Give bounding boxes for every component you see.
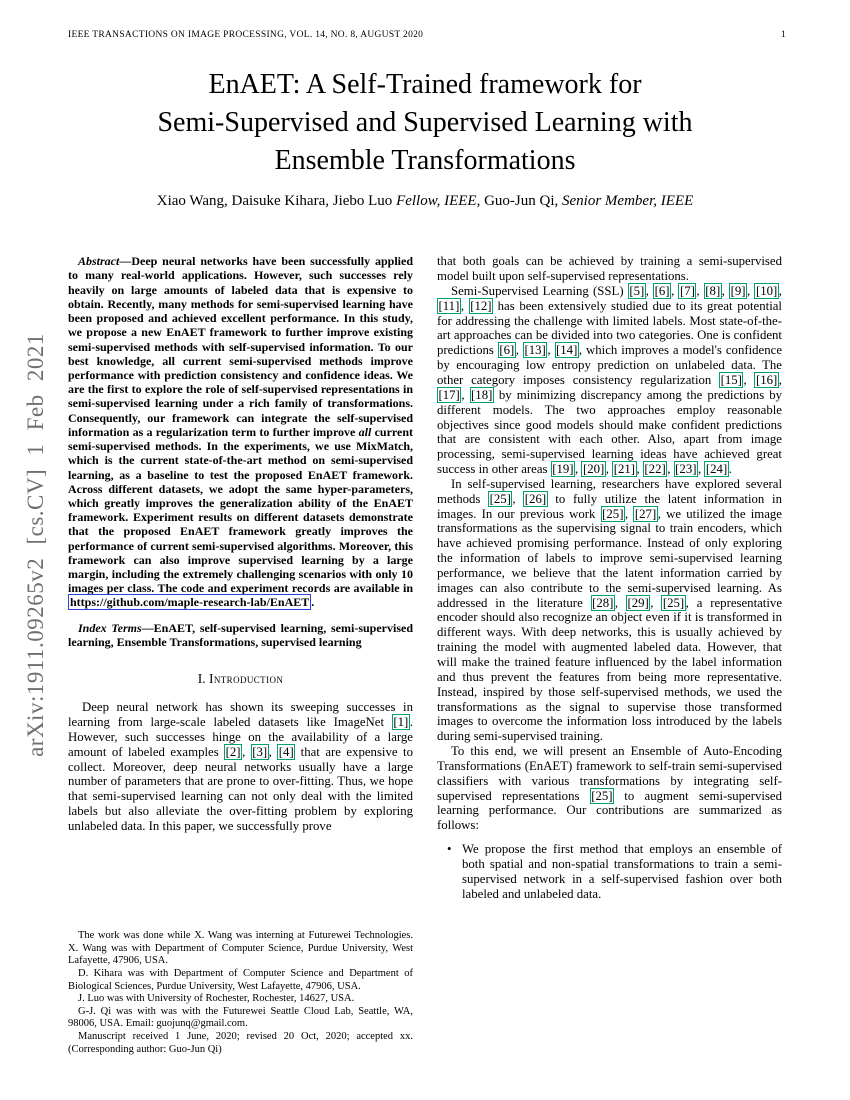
index-terms bbox=[68, 621, 413, 649]
citation-link[interactable]: [20] bbox=[582, 462, 605, 477]
citation-link[interactable]: [14] bbox=[556, 343, 578, 358]
index-terms-text: —EnAET, self-supervised learning, semi-supervised learning, Ensemble Transformations, supervised learning bbox=[68, 620, 413, 649]
bullet-text: We propose the first method that employs an ensemble of both spatial and non-spatial transformations to train a semi-supervised network in a self-supervised fashion over both labeled and unlabeled data. bbox=[462, 842, 782, 901]
abstract-label: Abstract bbox=[78, 254, 120, 269]
citation-link[interactable]: [17] bbox=[438, 387, 460, 402]
section-title: Introduction bbox=[208, 671, 284, 687]
citation-link[interactable]: [10] bbox=[755, 283, 778, 298]
running-head bbox=[0, 0, 850, 40]
citation-link[interactable]: [29] bbox=[627, 595, 649, 610]
authors-line bbox=[0, 193, 850, 210]
citation-link[interactable]: [13] bbox=[524, 343, 546, 358]
citation-link[interactable]: [18] bbox=[471, 387, 493, 402]
right-paragraph-3: In self-supervised learning, researchers have explored several methods [25] , [26] to fully utilize the latent information in images. In our previous work [25] , [27] , we utilized the image transformations as the supervising signal to train encoders, which have achieved promising performance. Instead of only exploring the information of labels to improve semi-supervised learning performance, we believe that the latent information carried by images can also contribute to the semi-supervised learning. As addressed in the literature [28] , [29] , [25] , a representative encoder should also recognize an object even if it is transformed in different ways. With deep networks, this is usually achieved by training the model with augmented labeled data. However, that will make the trained feature influenced by the label information and thus prevent the features from being more representative. Instead, inspired by those self-supervised methods, we used the transformations as the signal to supervise those transformed images to overcome the information loss introduced by the labels during semi-supervised training. bbox=[437, 476, 782, 744]
citation-link[interactable]: [6] bbox=[654, 283, 670, 298]
right-paragraph-1: that both goals can be achieved by training a semi-supervised model built upon self-supervised representations. bbox=[437, 254, 782, 284]
citation-link[interactable]: [15] bbox=[720, 372, 742, 387]
footnote-4: G-J. Qi was with was with the Futurewei Seattle Cloud Lab, Seattle, WA, 98006, USA. Email: guojunq@gmail.com. bbox=[68, 1005, 413, 1030]
citation-link[interactable]: [11] bbox=[438, 298, 460, 313]
citation-link[interactable]: [25] bbox=[602, 506, 624, 521]
journal-header: IEEE TRANSACTIONS ON IMAGE PROCESSING, VOL. 14, NO. 8, AUGUST 2020 bbox=[68, 30, 424, 40]
first-page-footnotes bbox=[68, 920, 413, 1056]
index-terms-label: Index Terms bbox=[78, 620, 142, 635]
two-column-body bbox=[0, 254, 850, 1056]
paper-title-line-2: Semi-Supervised and Supervised Learning with bbox=[157, 107, 693, 139]
footnote-2: D. Kihara was with Department of Computer Science and Department of Biological Sciences, Purdue University, West Lafayette, 47906, USA. bbox=[68, 968, 413, 992]
citation-link[interactable]: [25] bbox=[489, 491, 511, 506]
citation-link[interactable]: [24] bbox=[705, 462, 728, 477]
citation-link[interactable]: [23] bbox=[675, 462, 697, 477]
intro-paragraph-1: Deep neural network has shown its sweeping successes in learning from large-scale labeled datasets like ImageNet [1] . However, such successes hinge on the availability of a large amount of labeled examples [2] , [3] , [4] that are expensive to collect. Moreover, deep neural networks usually have a large number of parameters that are prone to over-fitting. Thus, we hope that semi-supervised learning can not only deal with the limited labels but also alleviate the over-fitting problem by exploring unlabeled data. In this paper, we successfully prove bbox=[68, 700, 413, 833]
citation-link[interactable]: [5] bbox=[629, 283, 645, 298]
github-repo-link[interactable]: https://github.com/maple-research-lab/EnAET bbox=[70, 595, 310, 610]
footnote-1: The work was done while X. Wang was interning at Futurewei Technologies. X. Wang was with Department of Computer Science, Purdue University, West Lafayette, 47906, USA. bbox=[68, 930, 413, 967]
abstract-text-2: current semi-supervised methods. In the experiments, we use MixMatch, which is the current state-of-the-art method on semi-supervised learning, as a baseline to test the proposed EnAET framework. Across different datasets, we adopt the same hyper-parameters, which greatly improves the generalization ability of the EnAET framework. Experiment results on different datasets demonstrate that the proposed EnAET framework greatly improves the performance of current semi-supervised algorithms. Moreover, this framework can also improve supervised learning by a large margin, including the extremely challenging scenarios with only 10 images per class. The code and experiment records are available in bbox=[68, 424, 413, 596]
citation-link[interactable]: [7] bbox=[679, 283, 695, 298]
right-paragraph-2: Semi-Supervised Learning (SSL) [5] , [6] , [7] , [8] , [9] , [10] , [11] , [12] has been extensively studied due to its great potential for addressing the challenge with limited labels. Most state-of-the-art approaches can be divided into two categories. One is confident predictions [6] , [13] , [14] , which improves a model's confidence by encouraging low entropy prediction on unlabeled data. The other category imposes consistency regularization [15] , [16] , [17] , [18] by minimizing discrepancy among the predictions by different models. The two approaches employ reasonable objectives since good models should make confident predictions that are consistent with each other. Also, apart from image processing, semi-supervised learning ideas have achieved great success in other areas [19] , [20] , [21] , [22] , [23] , [24] . bbox=[437, 283, 782, 477]
author-title-fellow: Fellow, IEEE, bbox=[396, 193, 481, 210]
contribution-bullet-1 bbox=[437, 842, 782, 901]
citation-link[interactable]: [3] bbox=[252, 744, 268, 759]
citation-link[interactable]: [25] bbox=[662, 595, 685, 610]
citation-link[interactable]: [26] bbox=[524, 491, 547, 506]
section-heading-introduction bbox=[68, 671, 413, 687]
citation-link[interactable]: [21] bbox=[613, 462, 636, 477]
author-names-2: Guo-Jun Qi, bbox=[480, 193, 563, 210]
citation-link[interactable]: [16] bbox=[755, 372, 778, 387]
citation-link[interactable]: [2] bbox=[225, 744, 241, 759]
abstract-text-1: —Deep neural networks have been successfully applied to many real-world applications. However, such successes rely heavily on large amounts of labeled data that is expensive to obtain. Recently, many methods for semi-supervised learning have been proposed and achieved excellent performance. In this study, we propose a new EnAET framework to further improve existing semi-supervised methods with self-supervised information. To our best knowledge, all current semi-supervised methods improve performance with prediction consistency and confidence ideas. We are the first to explore the role of self-supervised representations in semi-supervised learning under a rich family of transformations. Consequently, our framework can integrate the self-supervised information as a regularization term to further improve bbox=[68, 254, 413, 439]
footnote-3: J. Luo was with University of Rochester, Rochester, 14627, USA. bbox=[78, 993, 355, 1005]
section-number: I. bbox=[197, 671, 206, 687]
citation-link[interactable]: [28] bbox=[592, 595, 614, 610]
citation-link[interactable]: [12] bbox=[470, 298, 492, 313]
citation-link[interactable]: [27] bbox=[634, 506, 657, 521]
citation-link[interactable]: [6] bbox=[499, 343, 515, 358]
citation-link[interactable]: [25] bbox=[591, 788, 613, 803]
paper-title-line-1: EnAET: A Self-Trained framework for bbox=[208, 69, 642, 100]
citation-link[interactable]: [19] bbox=[552, 462, 574, 477]
page-number: 1 bbox=[780, 30, 786, 40]
citation-link[interactable]: [1] bbox=[393, 714, 409, 729]
paper-title-line-3: Ensemble Transformations bbox=[274, 145, 576, 177]
citation-link[interactable]: [22] bbox=[644, 462, 666, 477]
author-names: Xiao Wang, Daisuke Kihara, Jiebo Luo bbox=[156, 193, 397, 210]
author-title-senior-member: Senior Member, IEEE bbox=[562, 193, 694, 210]
citation-link[interactable]: [9] bbox=[730, 283, 746, 298]
citation-link[interactable]: [4] bbox=[278, 744, 294, 759]
citation-link[interactable]: [8] bbox=[705, 283, 721, 298]
bullet-icon: • bbox=[447, 842, 452, 857]
right-paragraph-4: To this end, we will present an Ensemble of Auto-Encoding Transformations (EnAET) framework to self-train semi-supervised classifiers with various transformations by integrating self-supervised representations [25] to augment semi-supervised learning performance. Our contributions are summarized as follows: bbox=[437, 744, 783, 833]
right-column bbox=[437, 254, 782, 1056]
footnote-5: Manuscript received 1 June, 2020; revised 20 Oct, 2020; accepted xx. (Corresponding author: Guo-Jun Qi) bbox=[68, 1031, 413, 1055]
abstract-emphasis: all bbox=[358, 424, 372, 439]
abstract-tail: . bbox=[311, 595, 315, 610]
paper-title bbox=[0, 66, 850, 180]
arxiv-watermark: arXiv:1911.09265v2 [cs.CV] 1 Feb 2021 bbox=[23, 333, 48, 757]
abstract bbox=[68, 254, 413, 609]
left-column bbox=[68, 254, 413, 1056]
